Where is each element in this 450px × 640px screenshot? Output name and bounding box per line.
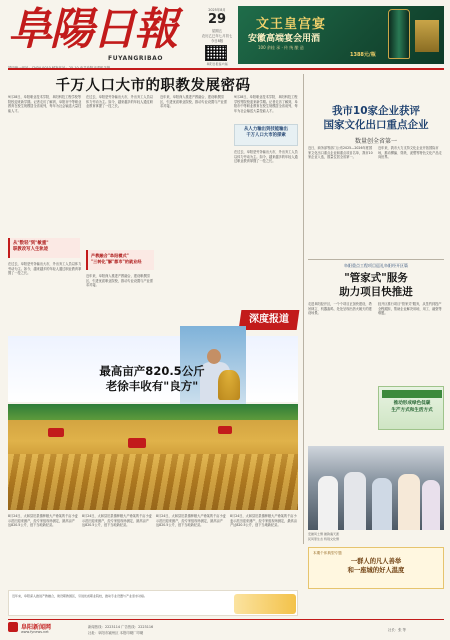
right-divider-1 <box>308 259 444 260</box>
story1-subhead1-box <box>8 238 80 258</box>
person-icon <box>422 480 440 530</box>
story4-col2: 经开区推行项目"管家式"服务，从签约到投产全程跟踪，帮助企业解决用地、用工、融资等难题。 <box>378 302 442 316</box>
footer <box>8 622 444 638</box>
fynews-logo-icon <box>8 622 18 632</box>
liquor-advertisement[interactable] <box>238 6 444 64</box>
footer-url[interactable]: www.fynews.net <box>21 630 49 634</box>
date-block <box>200 6 234 64</box>
promo-band <box>382 390 442 398</box>
story4-headline[interactable]: "管家式"服务 助力项目快推进 <box>339 272 413 298</box>
footer-notes: 社址：阜阳市颍州区 本报印刷厂印刷 <box>88 631 144 635</box>
story5-box[interactable] <box>308 547 444 589</box>
farmer-head-icon <box>207 349 221 364</box>
issue-info: 今日8版 <box>210 39 224 43</box>
story2-col4: 8月24日，太和县旧县镇种粮大户徐某的千亩小麦示范田迎来测产，经专家组现场测定，最高亩产达820.5公斤，创下当地新纪录。 <box>230 514 297 528</box>
story1-col1: 9月28日，阜阳职业技术学院、阜阳科技工程学校等院校迎来新学期。记者走访了解到，阜阳市中等职业教育在校生规模居全省前列，每年为社会输送大量技能人才。 <box>8 95 82 113</box>
feature-tag-box <box>239 310 300 330</box>
masthead-pinyin: FUYANGRIBAO <box>108 55 164 62</box>
footer-rule <box>8 619 444 620</box>
footer-site[interactable]: 阜阳新闻网 <box>21 624 52 631</box>
photo-caption: 安徽风土情 徽韵遍天涯 民风原生态 特别文化情 <box>308 532 339 541</box>
bottle-icon <box>388 9 410 59</box>
story2-col1: 8月24日，太和县旧县镇种粮大户徐某的千亩小麦示范田迎来测产，经专家组现场测定，最高亩产达820.5公斤，创下当地新纪录。 <box>8 514 78 528</box>
harvester-icon <box>218 426 232 434</box>
story1-col1b: 在过去，阜阳是劳务输出大市，外出务工人员以体力劳动为主。如今，越来越多的年轻人通过职业教育掌握了一技之长。 <box>8 262 82 276</box>
notice-banner[interactable] <box>234 594 296 614</box>
harvester-icon <box>48 428 64 437</box>
person-icon <box>398 474 420 530</box>
story1-col2: 在过去，阜阳是劳务输出大市，外出务工人员以体力劳动为主。如今，越来越多的年轻人通过职业教育掌握了一技之长。 <box>86 95 153 109</box>
person-icon <box>318 476 338 530</box>
story1-col3: 近年来，阜阳深入推进产教融合，建设职教园区，引进优质职业院校，推动专业设置与产业需求对接。 <box>160 95 227 109</box>
people-photo <box>308 446 444 530</box>
weekday: 星期五 <box>211 29 223 33</box>
story3-headline[interactable]: 我市10家企业获评 国家文化出口重点企业 <box>323 105 429 131</box>
story1-col2b: 近年来，阜阳深入推进产教融合，建设职教园区，引进优质职业院校，推动专业设置与产业需求对接。 <box>86 274 153 288</box>
story2-headline[interactable]: 最高亩产820.5公斤 老徐丰收有"良方" <box>99 364 205 393</box>
ad-slogan: 安徽高端宴会用酒 <box>248 34 321 44</box>
green-promo-box[interactable] <box>378 386 444 430</box>
footer-hotline: 新闻热线：2223114 广告热线：2223116 <box>88 625 154 629</box>
promo-title: 推动形成绿色低碳 生产方式和生活方式 <box>391 401 433 413</box>
feature-tag: 深度报道 <box>249 314 289 325</box>
story1-headline[interactable]: 千万人口大市的职教发展密码 <box>55 78 251 94</box>
gift-box-icon <box>415 20 439 52</box>
wheat-texture <box>8 454 298 510</box>
story1-subhead2-box <box>86 250 154 270</box>
story5-kicker: 本期个体典型专题 <box>313 551 342 555</box>
story3-col1: 近日，商务部等部门公布2025—2026年度国家文化出口重点企业和重点项目名单，我市10家企业入选，数量位居全省第一。 <box>308 146 373 160</box>
bottom-strip-text: 近年来，阜阳深入推进产教融合，建设职教园区，引进优质职业院校，推动专业设置与产业需求对接。 <box>12 594 148 598</box>
story5-headline: 一群人的凡人善举 和一座城的好人温度 <box>347 558 405 574</box>
story3-subtitle: 数量创全省第一 <box>354 138 397 145</box>
story1-sidebar-box <box>234 124 298 146</box>
tree-line <box>8 404 298 420</box>
story2-col3: 8月24日，太和县旧县镇种粮大户徐某的千亩小麦示范田迎来测产，经专家组现场测定，最高亩产达820.5公斤，创下当地新纪录。 <box>156 514 226 528</box>
ad-price: 1388元/瓶 <box>350 52 376 58</box>
ad-sub: 100 余桂 承 · 传 统 酿 造 <box>258 45 304 50</box>
story2-col2: 8月24日，太和县旧县镇种粮大户徐某的千亩小麦示范田迎来测产，经专家组现场测定，最高亩产达820.5公斤，创下当地新纪录。 <box>82 514 152 528</box>
date-label: 2025年8月 <box>208 8 226 12</box>
qr-caption: 阜阳日报客户端 <box>206 62 228 66</box>
story1-box-title: 从人力输出到技能输出 千万人口大市的探索 <box>244 127 288 138</box>
qr-code-icon[interactable] <box>205 45 227 61</box>
story3-col2: 近年来，我市大力支持文化企业开拓国际市场，推动柳编、剪纸、泥塑等特色文化产品走向世界。 <box>378 146 442 160</box>
story1-subhead2: 产教融合"阜阳模式" "三转化"解"都市"的就业经 <box>91 253 142 264</box>
lunar-date: 农历乙巳年七月初七 <box>201 34 233 38</box>
masthead-title: 阜陽日報 <box>8 4 176 55</box>
masthead-rule <box>8 68 444 70</box>
date-day: 29 <box>207 12 227 27</box>
story4-col1: 走进阜阳经开区，一个个项目正加快建设，塔吊林立、机器轰鸣，处处呈现出热火朝天的建设场景。 <box>308 302 372 316</box>
story1-subhead1: 从"数轻"到"敏重" 职教改写人生轨迹 <box>13 241 49 252</box>
wheat-field-photo <box>8 404 298 510</box>
story1-col4b: 在过去，阜阳是劳务输出大市，外出务工人员以体力劳动为主。如今，越来越多的年轻人通过职业教育掌握了一技之长。 <box>234 150 298 164</box>
story4-kicker: 阜阳重点工程项目巡礼阜阳经开区篇 <box>344 263 408 268</box>
column-divider <box>303 74 304 544</box>
footer-code: 社长：张 等 <box>388 628 407 632</box>
person-icon <box>344 472 366 530</box>
person-icon <box>372 478 392 530</box>
ad-brand: 文王皇宫宴 <box>256 17 327 32</box>
story1-col4a: 9月28日，阜阳职业技术学院、阜阳科技工程学校等院校迎来新学期。记者走访了解到，阜阳市中等职业教育在校生规模居全省前列，每年为社会输送大量技能人才。 <box>234 95 298 113</box>
harvester-icon <box>128 438 146 448</box>
masthead <box>8 6 213 64</box>
